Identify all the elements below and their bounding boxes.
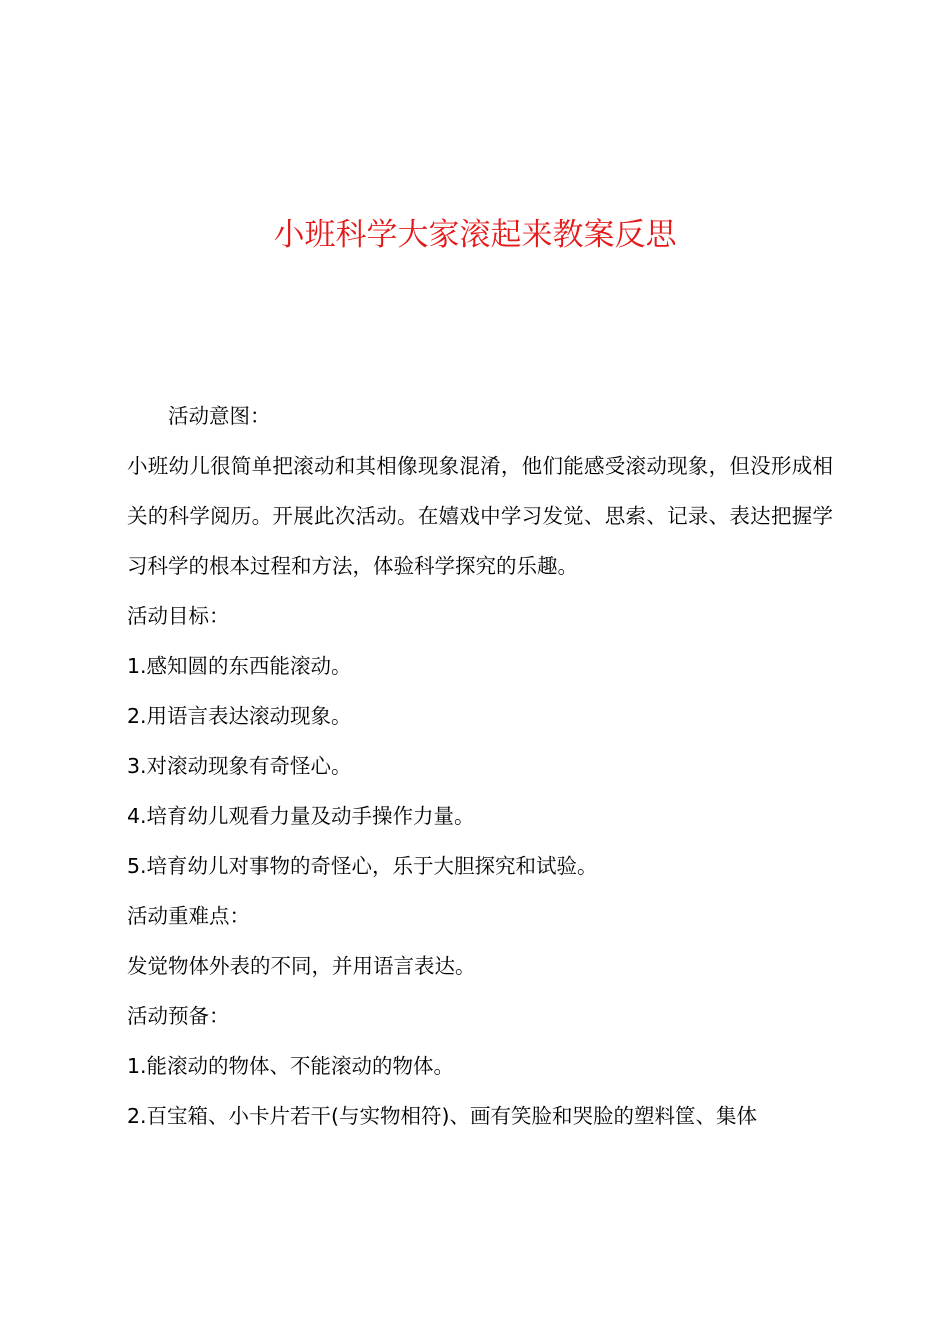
preparation-item: 2.百宝箱、小卡片若干(与实物相符)、画有笑脸和哭脸的塑料筐、集体 — [127, 1104, 758, 1128]
goal-item: 2.用语言表达滚动现象。 — [127, 704, 352, 728]
key-points-heading: 活动重难点： — [127, 904, 250, 928]
goals-heading: 活动目标： — [127, 604, 230, 628]
goal-item: 3.对滚动现象有奇怪心。 — [127, 754, 352, 778]
intent-paragraph: 小班幼儿很简单把滚动和其相像现象混淆，他们能感受滚动现象，但没形成相关的科学阅历。开展此次活动。在嬉戏中学习发觉、思索、记录、表达把握学习科学的根本过程和方法，体验科学探究的乐趣。 — [127, 454, 833, 578]
goal-item: 5.培育幼儿对事物的奇怪心，乐于大胆探究和试验。 — [127, 854, 598, 878]
document-body — [127, 391, 833, 1141]
document-title: 小班科学大家滚起来教案反思 — [273, 217, 677, 253]
intent-heading: 活动意图： — [168, 404, 271, 428]
preparation-item: 1.能滚动的物体、不能滚动的物体。 — [127, 1054, 455, 1078]
preparation-heading: 活动预备： — [127, 1004, 230, 1028]
key-points-paragraph: 发觉物体外表的不同，并用语言表达。 — [127, 954, 476, 978]
goal-item: 1.感知圆的东西能滚动。 — [127, 654, 352, 678]
goal-item: 4.培育幼儿观看力量及动手操作力量。 — [127, 804, 475, 828]
